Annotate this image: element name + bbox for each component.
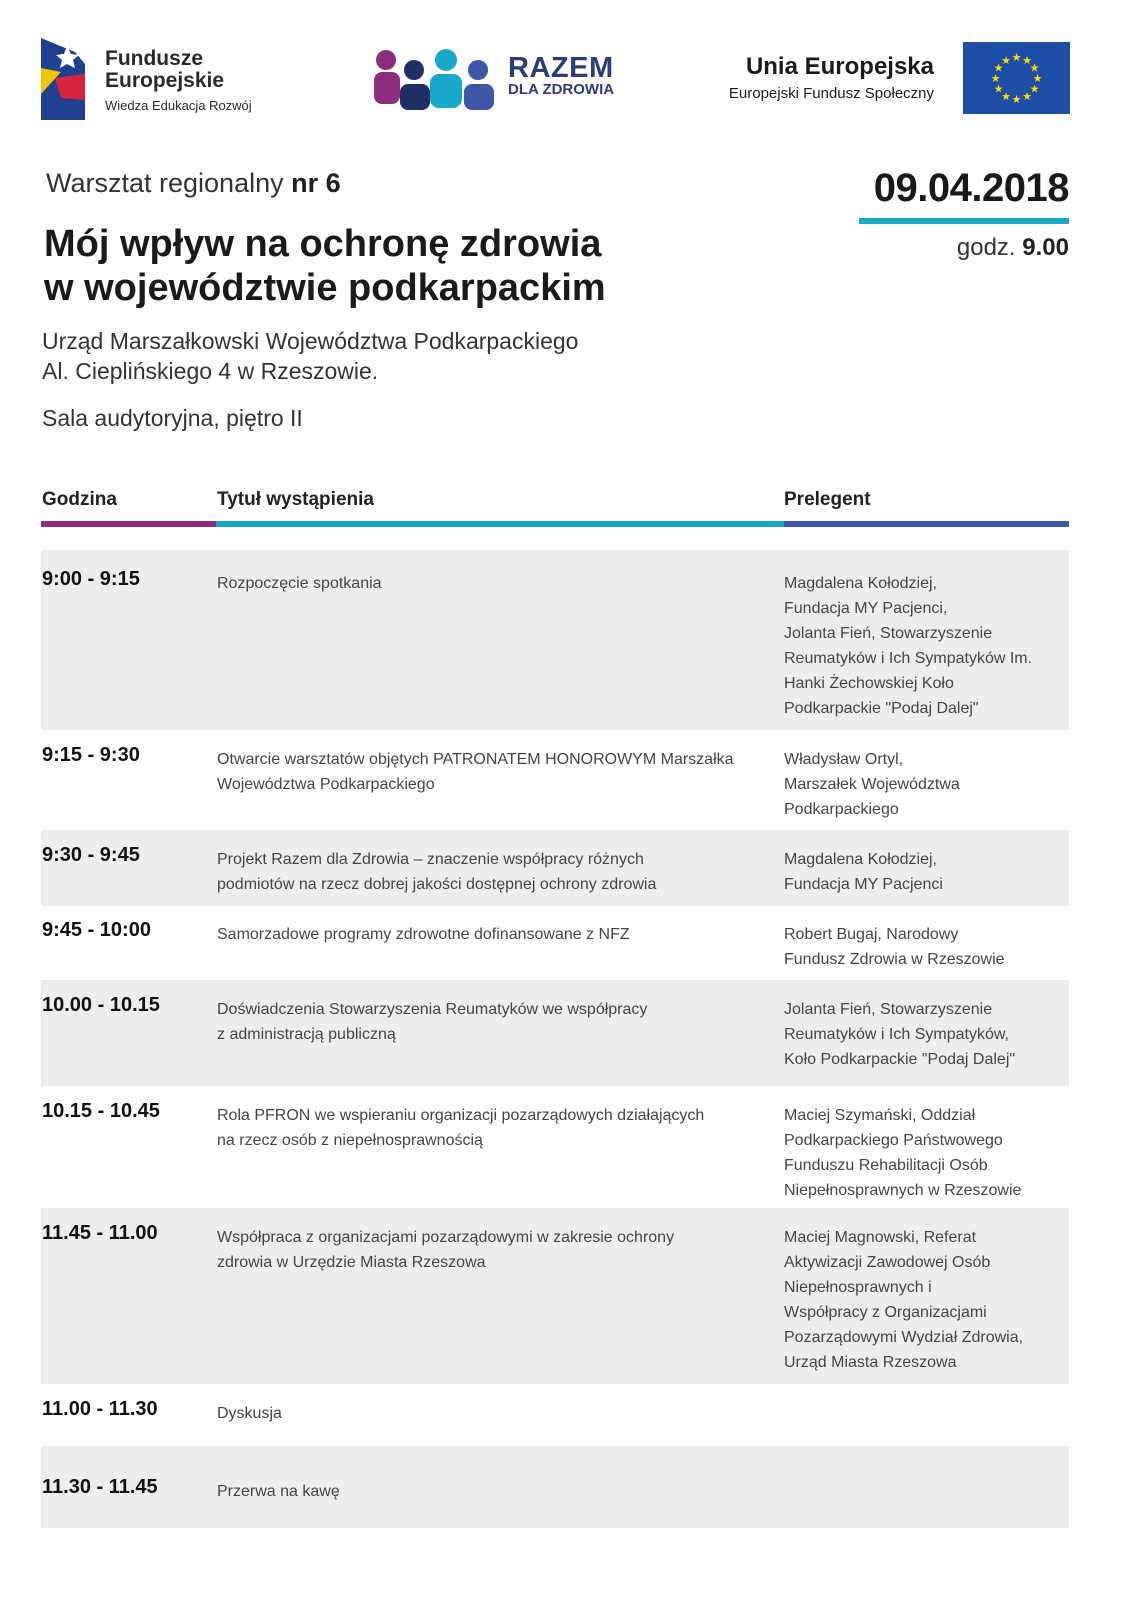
row-title-line: Doświadczenia Stowarzyszenia Reumatyków we współpracy bbox=[217, 1001, 648, 1018]
event-time bbox=[859, 234, 1069, 262]
row-speaker bbox=[784, 922, 1064, 972]
svg-text:★: ★ bbox=[990, 72, 1001, 85]
svg-text:★: ★ bbox=[1022, 54, 1032, 67]
fe-logo-line1: Fundusze bbox=[105, 47, 203, 70]
column-header-title: Tytuł wystąpienia bbox=[217, 489, 374, 510]
row-title-line: Rozpoczęcie spotkania bbox=[217, 575, 382, 592]
row-time: 9:15 - 9:30 bbox=[42, 744, 140, 766]
subtitle-prefix: Warsztat regionalny bbox=[46, 168, 292, 198]
row-time: 11.30 - 11.45 bbox=[42, 1476, 158, 1498]
table-row bbox=[41, 1208, 1069, 1384]
date-block bbox=[859, 164, 1069, 262]
row-speaker-line: Pozarządowymi Wydział Zdrowia, bbox=[784, 1329, 1024, 1346]
date-underline bbox=[859, 218, 1069, 224]
people-group-icon bbox=[372, 42, 500, 112]
table-row bbox=[41, 550, 1069, 730]
column-bar-time bbox=[41, 521, 216, 527]
row-time: 11.00 - 11.30 bbox=[42, 1398, 158, 1420]
row-title-line: Województwa Podkarpackiego bbox=[217, 776, 435, 793]
title-line-1: Mój wpływ na ochronę zdrowia bbox=[44, 223, 602, 265]
row-speaker-line: Maciej Szymański, Oddział bbox=[784, 1107, 976, 1124]
svg-text:★: ★ bbox=[1029, 82, 1040, 96]
fe-logo-line3: Wiedza Edukacja Rozwój bbox=[105, 98, 252, 113]
row-title-line: Samorzadowe programy zdrowotne dofinansowane z NFZ bbox=[217, 926, 630, 943]
row-title bbox=[217, 571, 757, 596]
table-row bbox=[41, 1446, 1069, 1528]
row-speaker-line: Koło Podkarpackie "Podaj Dalej" bbox=[784, 1051, 1016, 1068]
table-row bbox=[41, 1384, 1069, 1446]
row-time: 10.15 - 10.45 bbox=[42, 1100, 160, 1122]
razem-logo-line1: RAZEM bbox=[508, 52, 614, 84]
table-row bbox=[41, 830, 1069, 906]
row-title bbox=[217, 847, 757, 897]
row-speaker-line: Maciej Magnowski, Referat bbox=[784, 1229, 977, 1246]
row-speaker-line: Hanki Żechowskiej Koło bbox=[784, 675, 954, 692]
svg-text:★: ★ bbox=[1022, 90, 1032, 103]
row-title-line: z administracją publiczną bbox=[217, 1026, 396, 1043]
column-bar-title bbox=[216, 521, 784, 527]
venue-address bbox=[42, 326, 578, 386]
venue-line-2: Al. Cieplińskiego 4 w Rzeszowie. bbox=[42, 358, 379, 384]
venue-line-1: Urząd Marszałkowski Województwa Podkarpackiego bbox=[42, 328, 579, 354]
razem-logo-line2: DLA ZDROWIA bbox=[508, 81, 615, 98]
row-time: 11.45 - 11.00 bbox=[42, 1222, 158, 1244]
row-speaker-line: Reumatyków i Ich Sympatyków, bbox=[784, 1026, 1009, 1043]
ue-logo-line1: Unia Europejska bbox=[745, 53, 934, 80]
row-time: 9:30 - 9:45 bbox=[42, 844, 140, 866]
column-header-time: Godzina bbox=[42, 489, 117, 510]
row-speaker-line: Magdalena Kołodziej, bbox=[784, 851, 937, 868]
subtitle-number: nr 6 bbox=[291, 168, 341, 198]
row-title bbox=[217, 997, 757, 1047]
row-speaker bbox=[784, 1103, 1064, 1203]
svg-text:★: ★ bbox=[1001, 90, 1011, 103]
row-speaker-line: Podkarpackiego bbox=[784, 801, 899, 818]
row-speaker-line: Podkarpackie "Podaj Dalej" bbox=[784, 700, 979, 717]
workshop-subtitle bbox=[46, 168, 341, 199]
row-time: 9:00 - 9:15 bbox=[42, 568, 140, 590]
unia-europejska-logo bbox=[710, 42, 1070, 114]
eu-flag-icon bbox=[963, 42, 1070, 114]
time-value: 9.00 bbox=[1022, 234, 1069, 261]
row-title bbox=[217, 1103, 757, 1153]
row-title-line: Przerwa na kawę bbox=[217, 1483, 340, 1500]
svg-text:★: ★ bbox=[1029, 61, 1040, 75]
row-speaker-line: Marszałek Województwa bbox=[784, 776, 960, 793]
row-speaker-line: Aktywizacji Zawodowej Osób bbox=[784, 1254, 991, 1271]
row-speaker-line: Władysław Ortyl, bbox=[784, 751, 904, 768]
row-speaker bbox=[784, 747, 1064, 822]
row-speaker-line: Magdalena Kołodziej, bbox=[784, 575, 937, 592]
row-speaker-line: Funduszu Rehabilitacji Osób bbox=[784, 1157, 988, 1174]
svg-text:★: ★ bbox=[993, 61, 1004, 75]
table-row bbox=[41, 906, 1069, 980]
title-line-2: w województwie podkarpackim bbox=[44, 267, 606, 309]
row-speaker bbox=[784, 1225, 1064, 1375]
time-prefix: godz. bbox=[956, 234, 1023, 261]
razem-dla-zdrowia-logo bbox=[372, 42, 632, 114]
svg-text:★: ★ bbox=[993, 82, 1004, 96]
row-title-line: podmiotów na rzecz dobrej jakości dostępnej ochrony zdrowia bbox=[217, 876, 657, 893]
row-title bbox=[217, 922, 757, 947]
fe-logo-icon bbox=[41, 38, 87, 120]
column-header-bars bbox=[41, 521, 1069, 527]
row-speaker-line: Podkarpackiego Państwowego bbox=[784, 1132, 1003, 1149]
row-speaker-line: Fundacja MY Pacjenci bbox=[784, 876, 943, 893]
table-row bbox=[41, 1086, 1069, 1208]
venue-room: Sala audytoryjna, piętro II bbox=[42, 405, 303, 431]
fundusze-europejskie-logo bbox=[41, 38, 281, 122]
row-title bbox=[217, 1479, 757, 1504]
row-title-line: na rzecz osób z niepełnosprawnością bbox=[217, 1132, 483, 1149]
row-speaker bbox=[784, 571, 1064, 721]
row-title-line: Współpraca z organizacjami pozarządowymi w zakresie ochrony bbox=[217, 1229, 675, 1246]
svg-text:★: ★ bbox=[1011, 93, 1022, 106]
row-speaker-line: Niepełnosprawnych i bbox=[784, 1279, 932, 1296]
row-speaker-line: Współpracy z Organizacjami bbox=[784, 1304, 987, 1321]
row-speaker-line: Urząd Miasta Rzeszowa bbox=[784, 1354, 957, 1371]
ue-logo-line2: Europejski Fundusz Społeczny bbox=[728, 85, 934, 102]
row-title bbox=[217, 747, 757, 797]
row-title-line: Dyskusja bbox=[217, 1405, 282, 1422]
page-title bbox=[44, 222, 606, 310]
svg-text:★: ★ bbox=[1001, 54, 1011, 67]
row-speaker-line: Fundacja MY Pacjenci, bbox=[784, 600, 948, 617]
row-speaker-line: Niepełnosprawnych w Rzeszowie bbox=[784, 1182, 1022, 1199]
column-bar-speaker bbox=[784, 521, 1069, 527]
row-speaker bbox=[784, 997, 1064, 1072]
svg-text:★: ★ bbox=[1011, 51, 1022, 64]
column-header-speaker: Prelegent bbox=[784, 489, 871, 510]
table-row bbox=[41, 980, 1069, 1086]
row-speaker-line: Reumatyków i Ich Sympatyków Im. bbox=[784, 650, 1033, 667]
event-date: 09.04.2018 bbox=[873, 166, 1069, 210]
row-time: 10.00 - 10.15 bbox=[42, 994, 160, 1016]
row-title bbox=[217, 1401, 757, 1426]
table-row bbox=[41, 730, 1069, 830]
row-title-line: Rola PFRON we wspieraniu organizacji pozarządowych działających bbox=[217, 1107, 705, 1124]
row-title bbox=[217, 1225, 757, 1275]
agenda-table bbox=[41, 550, 1069, 1528]
fe-logo-line2: Europejskie bbox=[105, 69, 225, 92]
row-title-line: zdrowia w Urzędzie Miasta Rzeszowa bbox=[217, 1254, 486, 1271]
row-speaker-line: Robert Bugaj, Narodowy bbox=[784, 926, 959, 943]
row-title-line: Otwarcie warsztatów objętych PATRONATEM HONOROWYM Marszałka bbox=[217, 751, 734, 768]
row-title-line: Projekt Razem dla Zdrowia – znaczenie współpracy różnych bbox=[217, 851, 644, 868]
row-speaker-line: Fundusz Zdrowia w Rzeszowie bbox=[784, 951, 1005, 968]
svg-text:★: ★ bbox=[1032, 72, 1043, 85]
row-speaker bbox=[784, 847, 1064, 897]
row-speaker-line: Jolanta Fień, Stowarzyszenie bbox=[784, 625, 993, 642]
row-speaker-line: Jolanta Fień, Stowarzyszenie bbox=[784, 1001, 993, 1018]
row-time: 9:45 - 10:00 bbox=[42, 919, 151, 941]
